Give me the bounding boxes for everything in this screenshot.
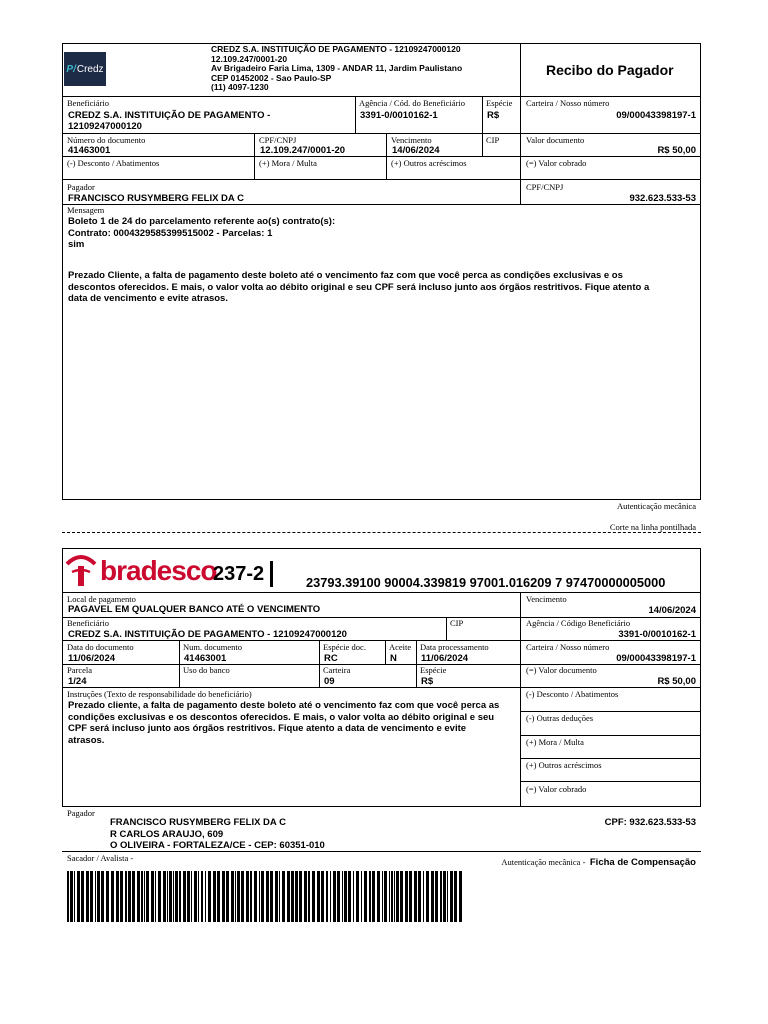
bank-code: 237-2: [213, 563, 265, 585]
especie-label: Espécie: [486, 98, 513, 108]
barcode-bar: [173, 871, 174, 922]
aceite-value: N: [390, 653, 397, 664]
divider: [62, 851, 701, 852]
barcode-bar: [443, 871, 446, 922]
barcode-bar: [111, 871, 114, 922]
mensagem-text: [68, 216, 335, 251]
divider: [385, 640, 386, 664]
divider: [319, 640, 320, 687]
barcode-bar: [396, 871, 399, 922]
pagador-street: R CARLOS ARAUJO, 609: [110, 828, 224, 840]
beneficiario-value: CREDZ S.A. INSTITUIÇÃO DE PAGAMENTO -: [68, 110, 271, 121]
divider: [482, 96, 483, 156]
corte-label: Corte na linha pontilhada: [609, 522, 696, 532]
divider: [416, 640, 417, 687]
carteira-label: Carteira / Nosso número: [526, 98, 610, 108]
divider: [355, 96, 356, 133]
divider: [62, 204, 701, 205]
numdoc-label: Número do documento: [67, 135, 146, 145]
instrucoes-line: condições exclusivas e os descontos oferecidos. E mais, o valor volta ao débito original e seu: [68, 711, 495, 723]
slip-beneficiario-label: Beneficiário: [67, 618, 110, 628]
agencia-value: 3391-0/0010162-1: [360, 110, 438, 121]
barcode-bar: [198, 871, 199, 922]
slip-nosso-label: Carteira / Nosso número: [526, 642, 610, 652]
slip-outras-label: (-) Outras deduções: [526, 713, 594, 723]
pagador-city: O OLIVEIRA - FORTALEZA/CE - CEP: 60351-010: [110, 840, 325, 851]
especie-value: R$: [487, 110, 500, 121]
mensagem-line: sim: [68, 239, 85, 250]
barcode-bar: [205, 871, 206, 922]
divider: [62, 156, 701, 157]
instrucoes-text: [68, 700, 499, 746]
barcode-bar: [409, 871, 412, 922]
slip-pagador-cpf: CPF: 932.623.533-53: [604, 817, 696, 828]
barcode-bar: [194, 871, 197, 922]
barcode-bar: [70, 871, 73, 922]
barcode-bar: [254, 871, 257, 922]
receipt-title: Recibo do Pagador: [546, 62, 674, 78]
barcode-bar: [418, 871, 421, 922]
divider: [520, 96, 521, 204]
company-info: [211, 45, 462, 93]
sacador-label: Sacador / Avalista -: [67, 853, 134, 863]
barcode-bar: [226, 871, 229, 922]
company-cnpj: 12.109.247/0001-20: [211, 53, 288, 64]
barcode-bar: [321, 871, 324, 922]
barcode-bar: [132, 871, 135, 922]
barcode-bar: [137, 871, 140, 922]
mora-label: (+) Mora / Multa: [259, 158, 317, 168]
barcode-bar: [144, 871, 145, 922]
barcode-bar: [259, 871, 260, 922]
barcode-bar: [394, 871, 395, 922]
numdoc-value: 41463001: [68, 145, 111, 156]
slip-carteira-label: Carteira: [323, 665, 351, 675]
barcode-bar: [344, 871, 347, 922]
barcode-bar: [295, 871, 298, 922]
credz-logo: [64, 52, 106, 86]
barcode-bar: [250, 871, 252, 922]
slip-numdoc-value: 41463001: [184, 653, 227, 664]
barcode-bar: [128, 871, 131, 922]
logo-text: Credz: [76, 63, 104, 75]
barcode-bar: [95, 871, 96, 922]
slip-valor-value: R$ 50,00: [657, 676, 696, 687]
barcode-bar: [106, 871, 109, 922]
slip-valor-label: (=) Valor documento: [526, 665, 597, 675]
espdoc-label: Espécie doc.: [323, 642, 366, 652]
slip-vencimento-label: Vencimento: [526, 594, 567, 604]
cobrado-label: (=) Valor cobrado: [526, 158, 587, 168]
barcode-bar: [179, 871, 181, 922]
barcode-bar: [391, 871, 393, 922]
barcode-bar: [141, 871, 143, 922]
aviso-line: Prezado Cliente, a falta de pagamento deste boleto até o vencimento faz com que você perca as condições exclusivas e os: [68, 270, 623, 281]
aviso-text: [68, 270, 698, 305]
barcode-bar: [326, 871, 328, 922]
outros-label: (+) Outros acréscimos: [391, 158, 467, 168]
barcode-bar: [414, 871, 417, 922]
pagador-value: FRANCISCO RUSYMBERG FELIX DA C: [68, 193, 244, 204]
mensagem-line: Boleto 1 de 24 do parcelamento referente ao(s) contrato(s):: [68, 216, 336, 227]
pagador-name: FRANCISCO RUSYMBERG FELIX DA C: [110, 817, 286, 828]
divider: [62, 640, 701, 641]
bank-name: bradesco: [100, 555, 217, 586]
divider: [520, 781, 701, 782]
slip-beneficiario-value: CREDZ S.A. INSTITUIÇÃO DE PAGAMENTO - 12109247000120: [68, 629, 347, 640]
barcode-bar: [423, 871, 424, 922]
barcode-bar: [101, 871, 104, 922]
barcode-bar: [426, 871, 429, 922]
barcode-bar: [282, 871, 285, 922]
barcode-bar: [167, 871, 168, 922]
slip-numdoc-label: Num. documento: [183, 642, 243, 652]
linha-digitavel[interactable]: 23793.39100 90004.339819 97001.016209 7 97470000005000: [306, 575, 666, 590]
barcode-bar: [400, 871, 403, 922]
barcode-bar: [175, 871, 178, 922]
barcode-bar: [389, 871, 390, 922]
cpfcnpj-label: CPF/CNPJ: [259, 135, 297, 145]
barcode-bar: [459, 871, 462, 922]
divider: [179, 640, 180, 687]
barcode-bar: [382, 871, 383, 922]
parcela-value: 1/24: [68, 676, 87, 687]
bank-code-separator: [270, 561, 273, 587]
slip-mora-label: (+) Mora / Multa: [526, 737, 584, 747]
barcode-bar: [97, 871, 100, 922]
barcode-bar: [120, 871, 123, 922]
barcode-bar: [337, 871, 340, 922]
barcode-bar: [333, 871, 336, 922]
barcode-bar: [450, 871, 453, 922]
barcode-bar: [342, 871, 343, 922]
credz-logo-icon: P/: [66, 63, 76, 75]
barcode-bar: [287, 871, 290, 922]
instrucoes-line: Prezado cliente, a falta de pagamento deste boleto até o vencimento faz com que você perca as: [68, 700, 500, 711]
slip-vencimento-value: 14/06/2024: [648, 605, 696, 616]
barcode-bar: [86, 871, 89, 922]
barcode-bar: [377, 871, 380, 922]
barcode-bar: [304, 871, 307, 922]
valor-label: Valor documento: [526, 135, 585, 145]
slip-especie-label: Espécie: [420, 665, 447, 675]
company-name: CREDZ S.A. INSTITUIÇÃO DE PAGAMENTO - 12109247000120: [211, 44, 461, 54]
vencimento-label: Vencimento: [391, 135, 432, 145]
divider: [254, 133, 255, 179]
slip-desconto-label: (-) Desconto / Abatimentos: [526, 689, 619, 699]
barcode-bar: [361, 871, 362, 922]
company-phone: (11) 4097-1230: [211, 82, 269, 93]
bradesco-logo-icon: [64, 550, 98, 590]
divider: [62, 133, 701, 134]
instrucoes-line: atrasos.: [68, 734, 105, 746]
datadoc-value: 11/06/2024: [68, 653, 116, 664]
divider: [62, 592, 701, 593]
slip-carteira-value: 09: [324, 676, 335, 687]
divider: [62, 96, 701, 97]
barcode-bar: [217, 871, 220, 922]
divider: [520, 43, 521, 96]
barcode-bar: [356, 871, 359, 922]
divider: [446, 617, 447, 640]
dataproc-label: Data processamento: [420, 642, 489, 652]
barcode-bar: [125, 871, 127, 922]
datadoc-label: Data do documento: [67, 642, 134, 652]
barcode-bar: [330, 871, 331, 922]
barcode-bar: [163, 871, 166, 922]
barcode-bar: [308, 871, 310, 922]
divider: [520, 711, 701, 712]
barcode-bar: [237, 871, 240, 922]
ficha-label: Ficha de Compensação: [589, 857, 696, 868]
divider: [62, 687, 701, 688]
cip-label: CIP: [486, 135, 500, 145]
barcode-bar: [241, 871, 244, 922]
barcode-bar: [353, 871, 354, 922]
barcode: [67, 871, 467, 922]
slip-pagador-label: Pagador: [67, 808, 95, 818]
barcode-bar: [447, 871, 448, 922]
barcode-bar: [384, 871, 387, 922]
barcode-bar: [270, 871, 273, 922]
barcode-bar: [151, 871, 154, 922]
parcela-label: Parcela: [67, 665, 93, 675]
barcode-bar: [317, 871, 320, 922]
autenticacao-ficha: [501, 853, 696, 869]
barcode-bar: [90, 871, 93, 922]
barcode-bar: [77, 871, 80, 922]
slip-cip-label: CIP: [450, 618, 464, 628]
barcode-bar: [405, 871, 408, 922]
carteira-value: 09/00043398197-1: [616, 110, 696, 121]
divider: [62, 179, 701, 180]
barcode-bar: [266, 871, 269, 922]
company-address: Av Brigadeiro Faria Lima, 1309 - ANDAR 11, Jardim Paulistano: [211, 63, 463, 74]
divider: [520, 735, 701, 736]
barcode-bar: [81, 871, 84, 922]
local-label: Local de pagamento: [67, 594, 136, 604]
barcode-bar: [279, 871, 280, 922]
barcode-bar: [191, 871, 192, 922]
barcode-bar: [431, 871, 434, 922]
barcode-bar: [158, 871, 161, 922]
barcode-bar: [116, 871, 119, 922]
barcode-bar: [275, 871, 278, 922]
slip-nosso-value: 09/00043398197-1: [616, 653, 696, 664]
divider: [386, 133, 387, 179]
dataproc-value: 11/06/2024: [421, 653, 469, 664]
company-cep: CEP 01452002 - Sao Paulo-SP: [211, 72, 332, 83]
barcode-bar: [454, 871, 457, 922]
beneficiario-value-2: 12109247000120: [68, 121, 142, 132]
barcode-bar: [435, 871, 438, 922]
slip-autenticacao-label: Autenticação mecânica -: [501, 857, 586, 867]
pagador-label: Pagador: [67, 182, 95, 192]
barcode-bar: [312, 871, 315, 922]
slip-agencia-value: 3391-0/0010162-1: [618, 629, 696, 640]
barcode-bar: [146, 871, 149, 922]
espdoc-value: RC: [324, 653, 338, 664]
barcode-bar: [169, 871, 172, 922]
barcode-bar: [440, 871, 442, 922]
divider: [520, 758, 701, 759]
vencimento-value: 14/06/2024: [392, 145, 440, 156]
agencia-label: Agência / Cód. do Beneficiário: [359, 98, 465, 108]
pagador-cpf-value: 932.623.533-53: [629, 193, 696, 204]
barcode-bar: [364, 871, 367, 922]
barcode-bar: [291, 871, 294, 922]
barcode-bar: [348, 871, 351, 922]
cpfcnpj-value: 12.109.247/0001-20: [260, 145, 346, 156]
barcode-bar: [231, 871, 234, 922]
slip-pagador-value: [110, 817, 325, 852]
barcode-bar: [183, 871, 186, 922]
slip-outros-label: (+) Outros acréscimos: [526, 760, 602, 770]
barcode-bar: [299, 871, 302, 922]
instrucoes-line: CPF será incluso junto aos órgãos restritivos. Fique atento a data de vencimento e evite: [68, 723, 467, 734]
barcode-bar: [369, 871, 371, 922]
autenticacao-label: Autenticação mecânica: [616, 501, 696, 511]
instrucoes-label: Instruções (Texto de responsabilidade do beneficiário): [67, 689, 252, 699]
beneficiario-label: Beneficiário: [67, 98, 110, 108]
divider: [520, 592, 521, 807]
barcode-bar: [201, 871, 203, 922]
mensagem-label: Mensagem: [67, 205, 105, 215]
bradesco-logo: [64, 550, 217, 590]
barcode-bar: [67, 871, 69, 922]
local-value: PAGAVEL EM QUALQUER BANCO ATÉ O VENCIMENTO: [68, 604, 321, 615]
barcode-bar: [372, 871, 375, 922]
aviso-line: data de vencimento e evite atrasos.: [68, 293, 228, 304]
barcode-bar: [235, 871, 236, 922]
barcode-bar: [74, 871, 75, 922]
barcode-bar: [187, 871, 190, 922]
mensagem-line: Contrato: 0004329585399515002 - Parcelas: 1: [68, 227, 273, 239]
barcode-bar: [155, 871, 156, 922]
slip-agencia-label: Agência / Código Beneficiário: [526, 618, 631, 628]
barcode-bar: [246, 871, 249, 922]
divider: [62, 664, 701, 665]
cut-line: [62, 532, 701, 533]
slip-cobrado-label: (=) Valor cobrado: [526, 784, 587, 794]
pagador-cpf-label: CPF/CNPJ: [526, 182, 564, 192]
uso-label: Uso do banco: [183, 665, 230, 675]
barcode-bar: [261, 871, 264, 922]
slip-especie-value: R$: [421, 676, 434, 687]
barcode-bar: [208, 871, 211, 922]
aceite-label: Aceite: [389, 642, 412, 652]
aviso-line: descontos oferecidos. E mais, o valor volta ao débito original e seu CPF será incluso junto aos órgãos restritivos. Fique atento a: [68, 281, 650, 293]
valor-value: R$ 50,00: [657, 145, 696, 156]
desconto-label: (-) Desconto / Abatimentos: [67, 158, 160, 168]
barcode-bar: [213, 871, 216, 922]
barcode-bar: [222, 871, 225, 922]
